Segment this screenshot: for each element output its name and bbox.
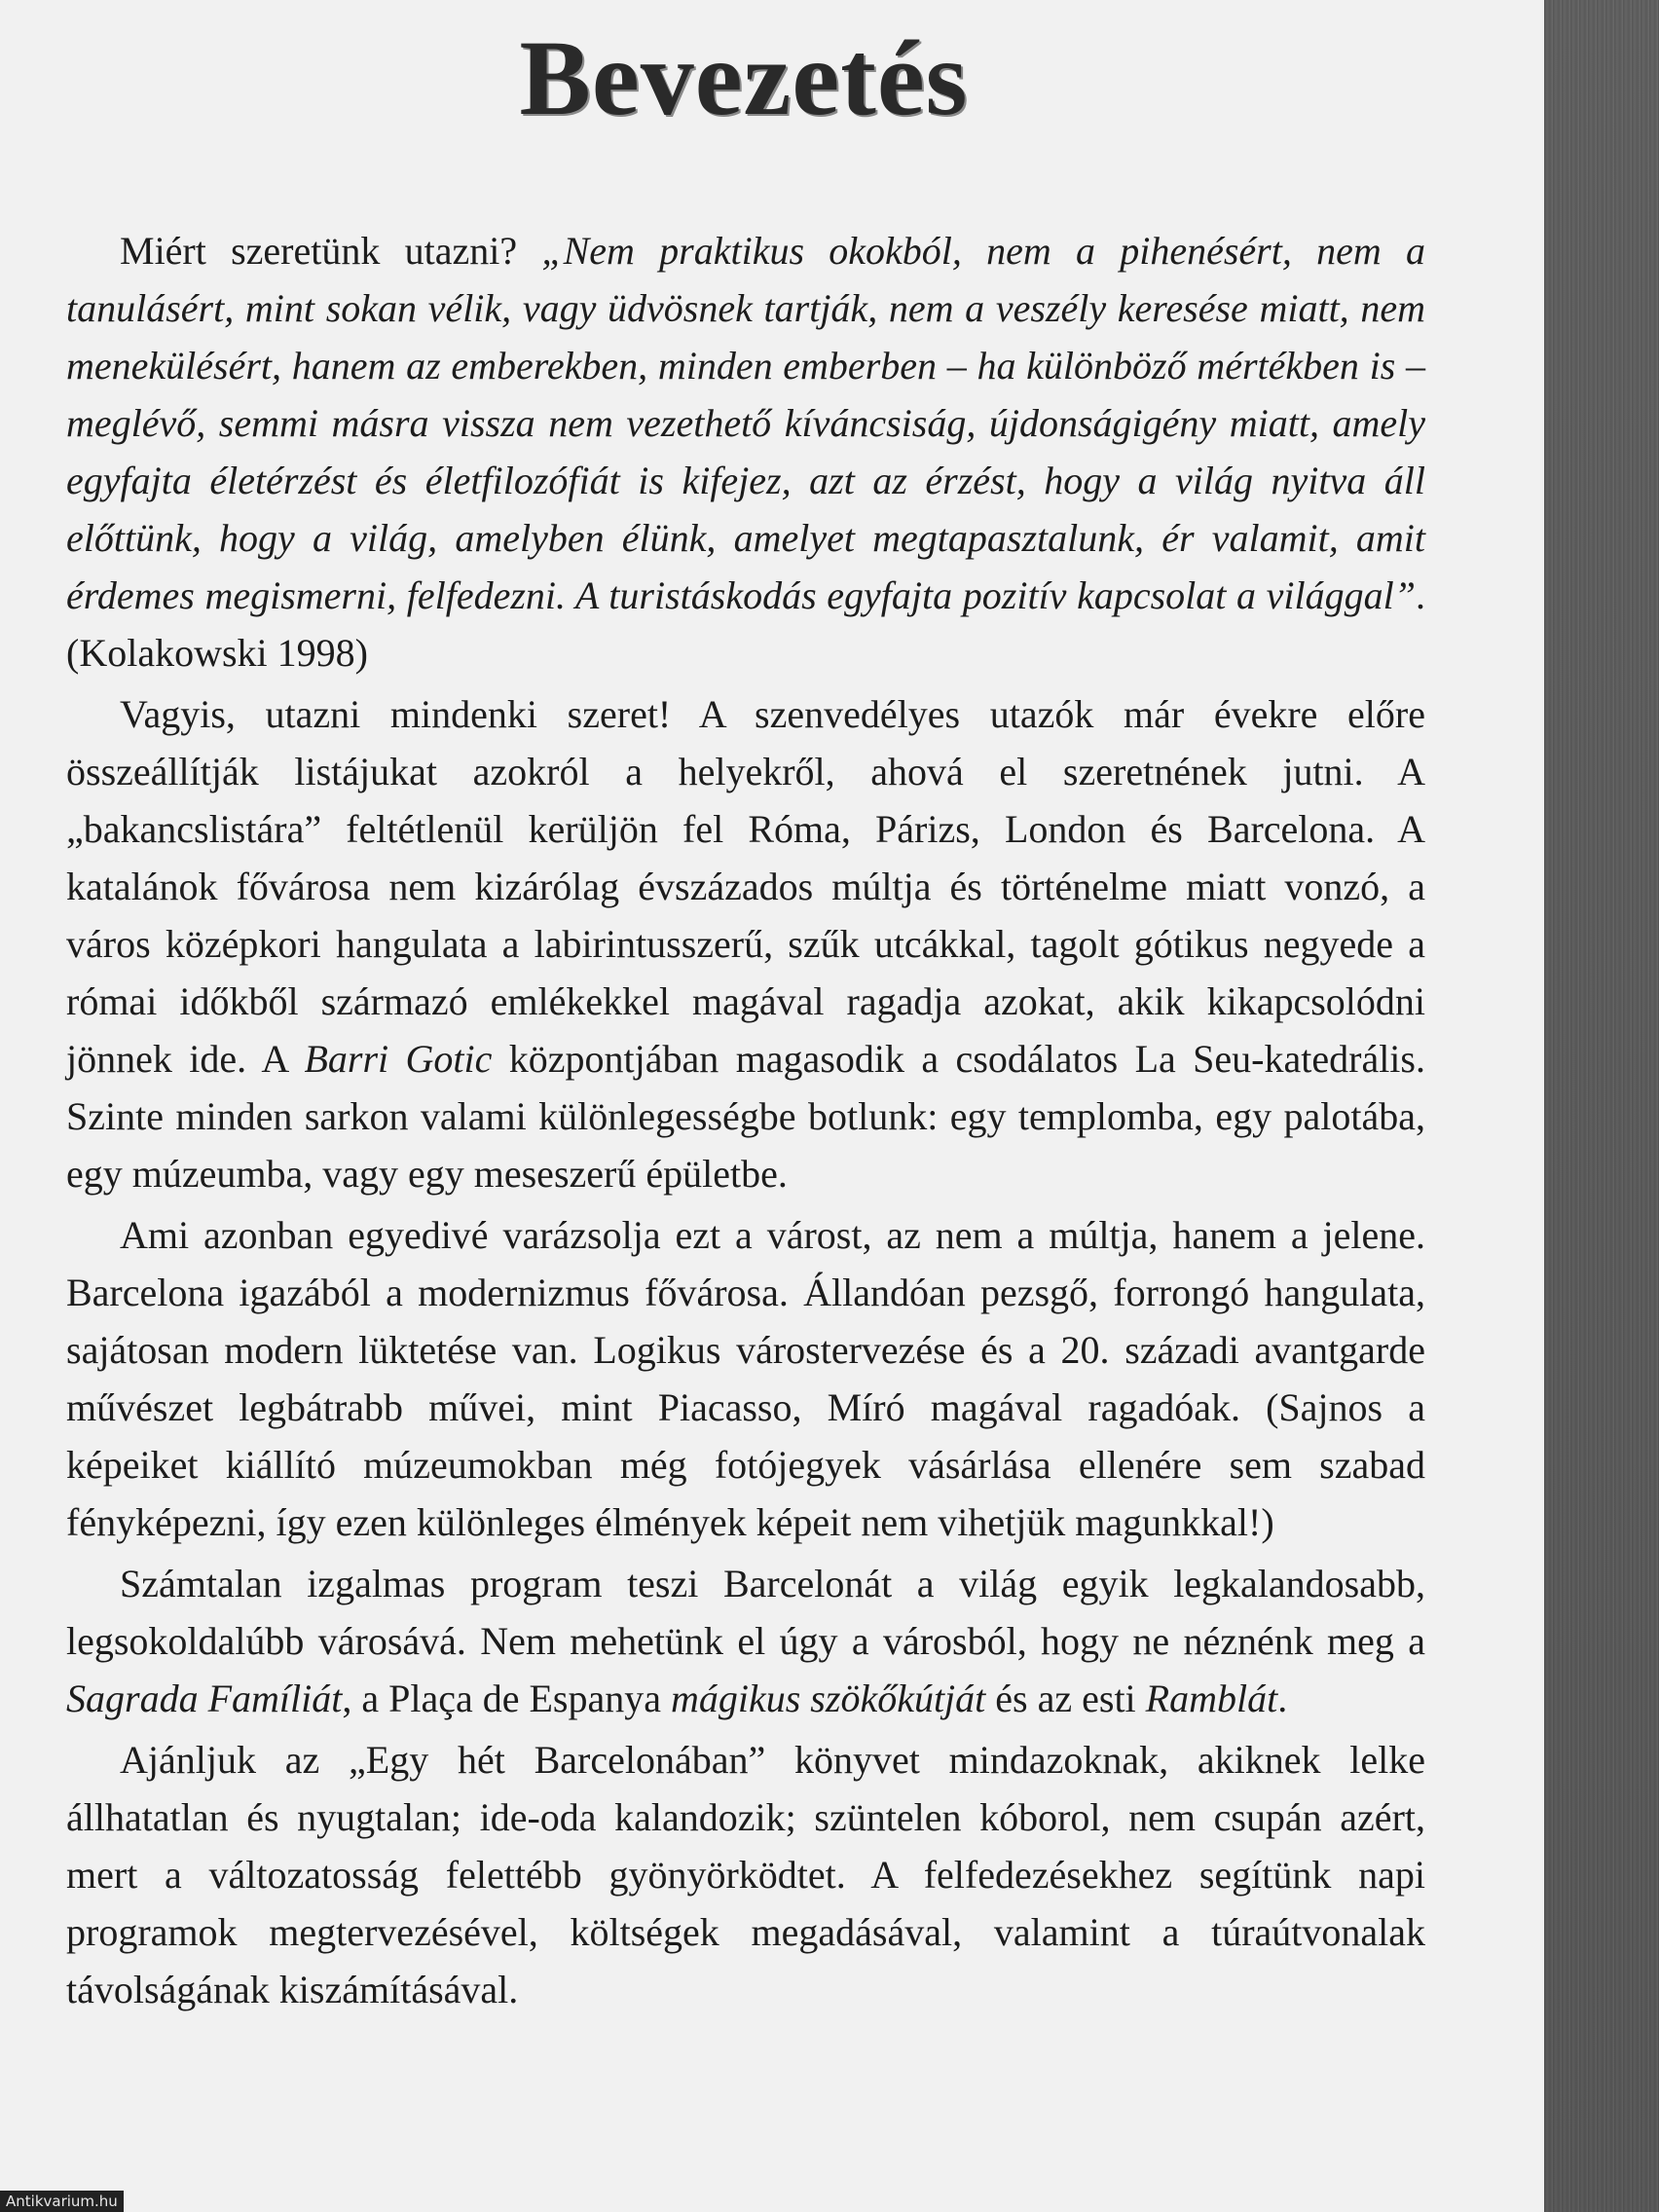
paragraph-1-segment: Miért szeretünk utazni?: [120, 229, 542, 273]
paragraph-5: [66, 1731, 1425, 2018]
paragraph-2-segment: központjában magasodik a csodálatos La Seu-katedrális. Szinte minden sarkon valami különlegességbe botlunk: egy templomba, egy palotába, egy múzeumba, vagy egy meseszerű épületbe.: [66, 1037, 1425, 1196]
paragraph-1-segment: . (Kolakowski 1998): [66, 573, 1425, 675]
paragraph-4: [66, 1555, 1425, 1727]
paragraph-1: [66, 222, 1425, 682]
paragraph-4-segment: mágikus szökőkútját: [670, 1677, 986, 1720]
paragraph-4-segment: .: [1277, 1677, 1288, 1720]
paragraph-3-segment: Ami azonban egyedivé varázsolja ezt a várost, az nem a múltja, hanem a jelene. Barcelona igazából a modernizmus fővárosa. Állandóan pezsgő, forrongó hangulata, sajátosan modern lüktetése van. Logikus várostervezése és a 20. századi avantgarde művészet legbátrabb művei, mint Piacasso, Míró magával ragadóak. (Sajnos a képeiket kiállító múzeumokban még fotójegyek vásárlása ellenére sem szabad fényképezni, így ezen különleges élmények képeit nem vihetjük magunkkal!): [66, 1213, 1425, 1544]
paragraph-1-segment: „Nem praktikus okokból, nem a pihenésért, nem a tanulásért, mint sokan vélik, vagy üdvösnek tartják, nem a veszély keresése miatt, nem menekülésért, hanem az emberekben, minden emberben – ha különböző mértékben is – meglévő, semmi másra vissza nem vezethető kíváncsiság, újdonságigény miatt, amely egyfajta életérzést és életfilozófiát is kifejez, azt az érzést, hogy a világ nyitva áll előttünk, hogy a világ, amelyben élünk, amelyet megtapasztalunk, ér valamit, amit érdemes megismerni, felfedezni. A turistáskodás egyfajta pozitív kapcsolat a világgal”: [66, 229, 1425, 617]
paragraph-5-segment: Ajánljuk az „Egy hét Barcelonában” könyvet mindazoknak, akiknek lelke állhatatlan és nyugtalan; ide-oda kalandozik; szüntelen kóborol, nem csupán azért, mert a változatosság felettébb gyönyörködtet. A felfedezésekhez segítünk napi programok megtervezésével, költségek megadásával, valamint a túraútvonalak távolságának kiszámításával.: [66, 1738, 1425, 2011]
page-title: Bevezetés: [519, 18, 969, 137]
paragraph-4-segment: Ramblát: [1145, 1677, 1278, 1720]
paragraph-2-segment: Vagyis, utazni mindenki szeret! A szenvedélyes utazók már évekre előre összeállítják listájukat azokról a helyekről, ahová el szeretnének jutni. A „bakancslistára” feltétlenül kerüljön fel Róma, Párizs, London és Barcelona. A katalánok fővárosa nem kizárólag évszázados múltja és történelme miatt vonzó, a város középkori hangulata a labirintusszerű, szűk utcákkal, tagolt gótikus negyede a római időkből származó emlékekkel magával ragadja azokat, akik kikapcsolódni jönnek ide. A: [66, 692, 1425, 1081]
paragraph-4-segment: és az esti: [985, 1677, 1146, 1720]
paragraph-4-segment: Számtalan izgalmas program teszi Barcelonát a világ egyik legkalandosabb, legsokoldalúbb városává. Nem mehetünk el úgy a városból, hogy ne néznénk meg a: [66, 1562, 1425, 1663]
watermark: Antikvarium.hu: [0, 2191, 124, 2212]
paragraph-2-segment: Barri Gotic: [304, 1037, 493, 1081]
paragraph-4-segment: , a Plaça de Espanya: [342, 1677, 671, 1720]
paragraph-3: [66, 1206, 1425, 1551]
paragraph-2: [66, 685, 1425, 1202]
page-edge-stack: [1544, 0, 1659, 2212]
body-text: [66, 222, 1425, 2018]
paragraph-4-segment: Sagrada Famíliát: [66, 1677, 343, 1720]
